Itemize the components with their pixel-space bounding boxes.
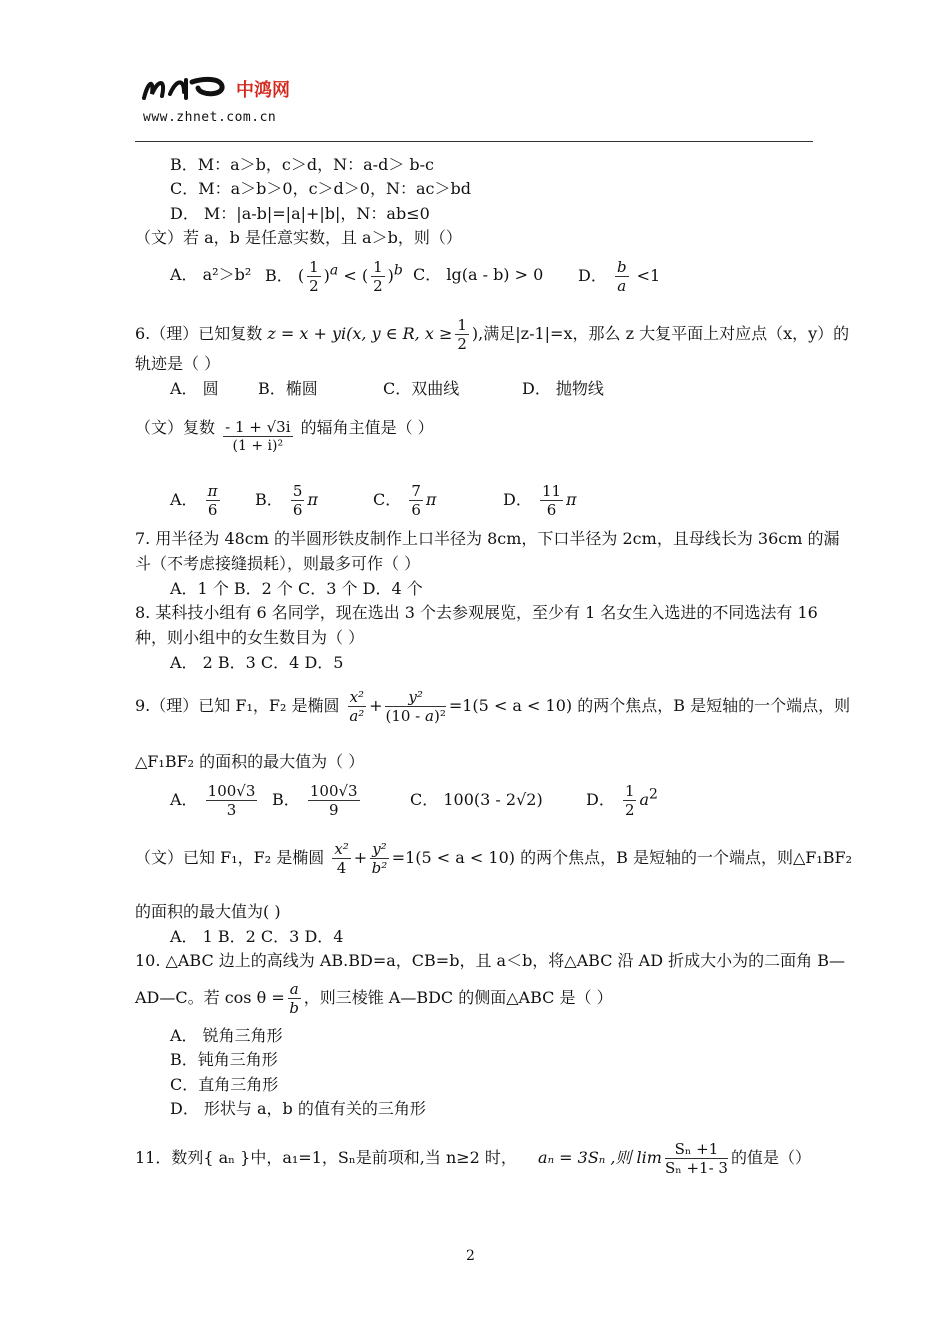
- q9-stem-expr: =1(5 < a < 10): [448, 696, 573, 715]
- q11-stem-label: 11．数列{ aₙ }中，a₁=1，Sₙ是前项和,当 n≥2 时，: [135, 1148, 517, 1167]
- q5-wen-option-c-expr: lg(a - b) > 0: [446, 265, 544, 284]
- q6-option-d: D． 抛物线: [522, 379, 604, 398]
- q5-option-d: D． M：|a-b|=|a|+|b|，N：ab≤0: [170, 204, 430, 223]
- q5-wen-option-d: D． $\frac{b}{a}$ <1: [578, 258, 661, 295]
- q9-wen-expr: =1(5 < a < 10): [391, 848, 516, 867]
- q10-stem-line2: AD—C。若 cos θ = $\frac{a}{b}$ ，则三棱锥 A—BDC 的侧面△ABC 是（ ）: [135, 980, 613, 1017]
- q10-stem-line1: 10. △ABC 边上的高线为 AB.BD=a，CB=b，且 a＜b，将△ABC 沿 AD 折成大小为的二面角 B—: [135, 951, 845, 970]
- q6-option-b: B．椭圆: [258, 379, 318, 398]
- q6-wen-option-c-label: C．: [373, 490, 402, 509]
- q5-wen-option-d-label: D．: [578, 266, 607, 285]
- q9-wen-stem: （文）已知 F₁，F₂ 是椭圆 $\frac{\text{x²}}{4}$ + $\frac{\text{y²}}{\text{b²}}$ =1(5 < a < 10) 的两个焦点，B 是短轴的一个端点，则△F₁BF₂: [135, 840, 853, 877]
- q9-option-a: A． $\frac{100√3}{3}$: [170, 782, 256, 819]
- q6-wen-option-a: A． $\frac{\pi}{6}$: [170, 482, 218, 519]
- q8-stem-line2: 种，则小组中的女生数目为（ ）: [135, 628, 365, 647]
- q6-wen-option-a-label: A．: [170, 490, 198, 509]
- q6-option-a: A． 圆: [170, 379, 219, 398]
- q5-wen-stem: （文）若 a，b 是任意实数，且 a＞b，则（）: [135, 228, 462, 247]
- q10-option-d: D． 形状与 a，b 的值有关的三角形: [170, 1099, 426, 1118]
- q6-wen-stem: [135, 418, 434, 455]
- q9-wen-options: A． 1 B．2 C．3 D．4: [170, 927, 344, 946]
- q9-option-c: [410, 790, 543, 810]
- q9-stem-line2: △F₁BF₂ 的面积的最大值为（ ）: [135, 752, 365, 771]
- q9-wen-stem-tail: 的两个焦点，B 是短轴的一个端点，则△F₁BF₂: [520, 848, 853, 867]
- q7-stem-line2: 斗（不考虑接缝损耗），则最多可作（ ）: [135, 554, 421, 573]
- q7-stem-line1: 7. 用半径为 48cm 的半圆形铁皮制作上口半径为 8cm，下口半径为 2cm，且母线长为 36cm 的漏: [135, 529, 840, 548]
- q5-wen-option-a: A． a²＞b²: [170, 265, 252, 284]
- q11-den: Sₙ +1- 3: [664, 1159, 728, 1177]
- q6-wen-stem-label: （文）复数: [135, 418, 216, 437]
- q9-stem: 9.（理）已知 F₁，F₂ 是椭圆 $\frac{\text{x²}}{\text{a²}}$ + $\frac{\text{y²}}{\text{(10 - a)²}}$ =1(5 < a < 10) 的两个焦点，B 是短轴的一个端点，则: [135, 688, 851, 725]
- q9-stem-label: 9.（理）已知 F₁，F₂ 是椭圆: [135, 696, 340, 715]
- q6-stem-line2: 轨迹是（ ）: [135, 354, 221, 373]
- logo-text: 中鸿网: [236, 80, 290, 101]
- q11-stem: [135, 1140, 811, 1177]
- q6-wen-option-b-label: B．: [255, 490, 283, 509]
- q10-option-b: B．钝角三角形: [170, 1050, 278, 1069]
- q11-stem-expr: aₙ = 3Sₙ ,则 lim: [538, 1148, 662, 1167]
- header-divider: [135, 141, 813, 142]
- q5-wen-option-b: B． ( $\frac{1}{2}$ )$^a$ < ( $\frac{1}{2}$ )$^b$: [265, 258, 403, 295]
- q9-option-a-label: A．: [170, 790, 198, 809]
- q10-stem-tail: ，则三棱锥 A—BDC 的侧面△ABC 是（ ）: [303, 988, 613, 1007]
- q10-option-a: A． 锐角三角形: [170, 1026, 283, 1045]
- q5-option-c: C．M：a＞b＞0，c＞d＞0，N：ac＞bd: [170, 179, 471, 198]
- q6-wen-option-b: B． $\frac{5}{6}$ π: [255, 482, 318, 519]
- q6-wen-option-d-label: D．: [503, 490, 532, 509]
- site-url: www.zhnet.com.cn: [143, 110, 277, 125]
- q6-stem: 6.（理）已知复数 z = x + yi(x, y ∈ R, x ≥ $\frac{1}{2}$ ),满足|z-1|=x，那么 z 大复平面上对应点（x，y）的: [135, 316, 850, 353]
- logo-brush-icon: [140, 72, 300, 108]
- q8-options: A． 2 B．3 C．4 D．5: [170, 653, 344, 672]
- q5-wen-option-c: [413, 265, 543, 285]
- q9-option-d-label: D．: [586, 790, 615, 809]
- q6-wen-num: - 1 + √3i: [225, 418, 291, 436]
- q5-wen-option-c-label: C．: [413, 265, 442, 284]
- q9-option-b: B． $\frac{100√3}{9}$: [272, 782, 358, 819]
- q11-num: Sₙ +1: [665, 1140, 728, 1159]
- q9-wen-stem-label: （文）已知 F₁，F₂ 是椭圆: [135, 848, 325, 867]
- q10-stem-label: AD—C。若 cos θ =: [135, 988, 285, 1007]
- q5-wen-option-b-label: B．: [265, 266, 293, 285]
- q6-wen-den: (1 + i)²: [232, 438, 284, 454]
- q9-option-c-expr: 100(3 - 2√2): [443, 790, 543, 809]
- q6-wen-option-d: D． $\frac{11}{6}$ π: [503, 482, 577, 519]
- q6-wen-stem-tail: 的辐角主值是（ ）: [300, 418, 434, 437]
- q9-option-b-label: B．: [272, 790, 300, 809]
- q7-options: A．1 个 B．2 个 C．3 个 D．4 个: [170, 579, 423, 598]
- q6-stem-expr: z = x + yi(x, y ∈ R, x ≥: [267, 324, 453, 343]
- q5-option-b: B．M：a＞b，c＞d，N：a-d＞ b-c: [170, 155, 435, 174]
- q6-wen-option-c: C． $\frac{7}{6}$ π: [373, 482, 437, 519]
- q9-stem-tail: 的两个焦点，B 是短轴的一个端点，则: [577, 696, 851, 715]
- q9-option-d: D． $\frac{1}{2}$ $a^2$: [586, 782, 658, 819]
- q8-stem-line1: 8. 某科技小组有 6 名同学，现在选出 3 个去参观展览，至少有 1 名女生入选进的不同选法有 16: [135, 603, 818, 622]
- q10-option-c: C．直角三角形: [170, 1075, 279, 1094]
- q6-option-c: C．双曲线: [383, 379, 460, 398]
- q6-stem-tail: ),满足|z-1|=x，那么 z 大复平面上对应点（x，y）的: [471, 324, 850, 343]
- page-number: 2: [466, 1248, 475, 1264]
- q9-option-c-label: C．: [410, 790, 439, 809]
- q11-stem-tail: 的值是（）: [730, 1148, 811, 1167]
- q9-wen-stem-line2: 的面积的最大值为( ): [135, 902, 281, 921]
- site-logo: [140, 72, 300, 112]
- q6-stem-label: 6.（理）已知复数: [135, 324, 263, 343]
